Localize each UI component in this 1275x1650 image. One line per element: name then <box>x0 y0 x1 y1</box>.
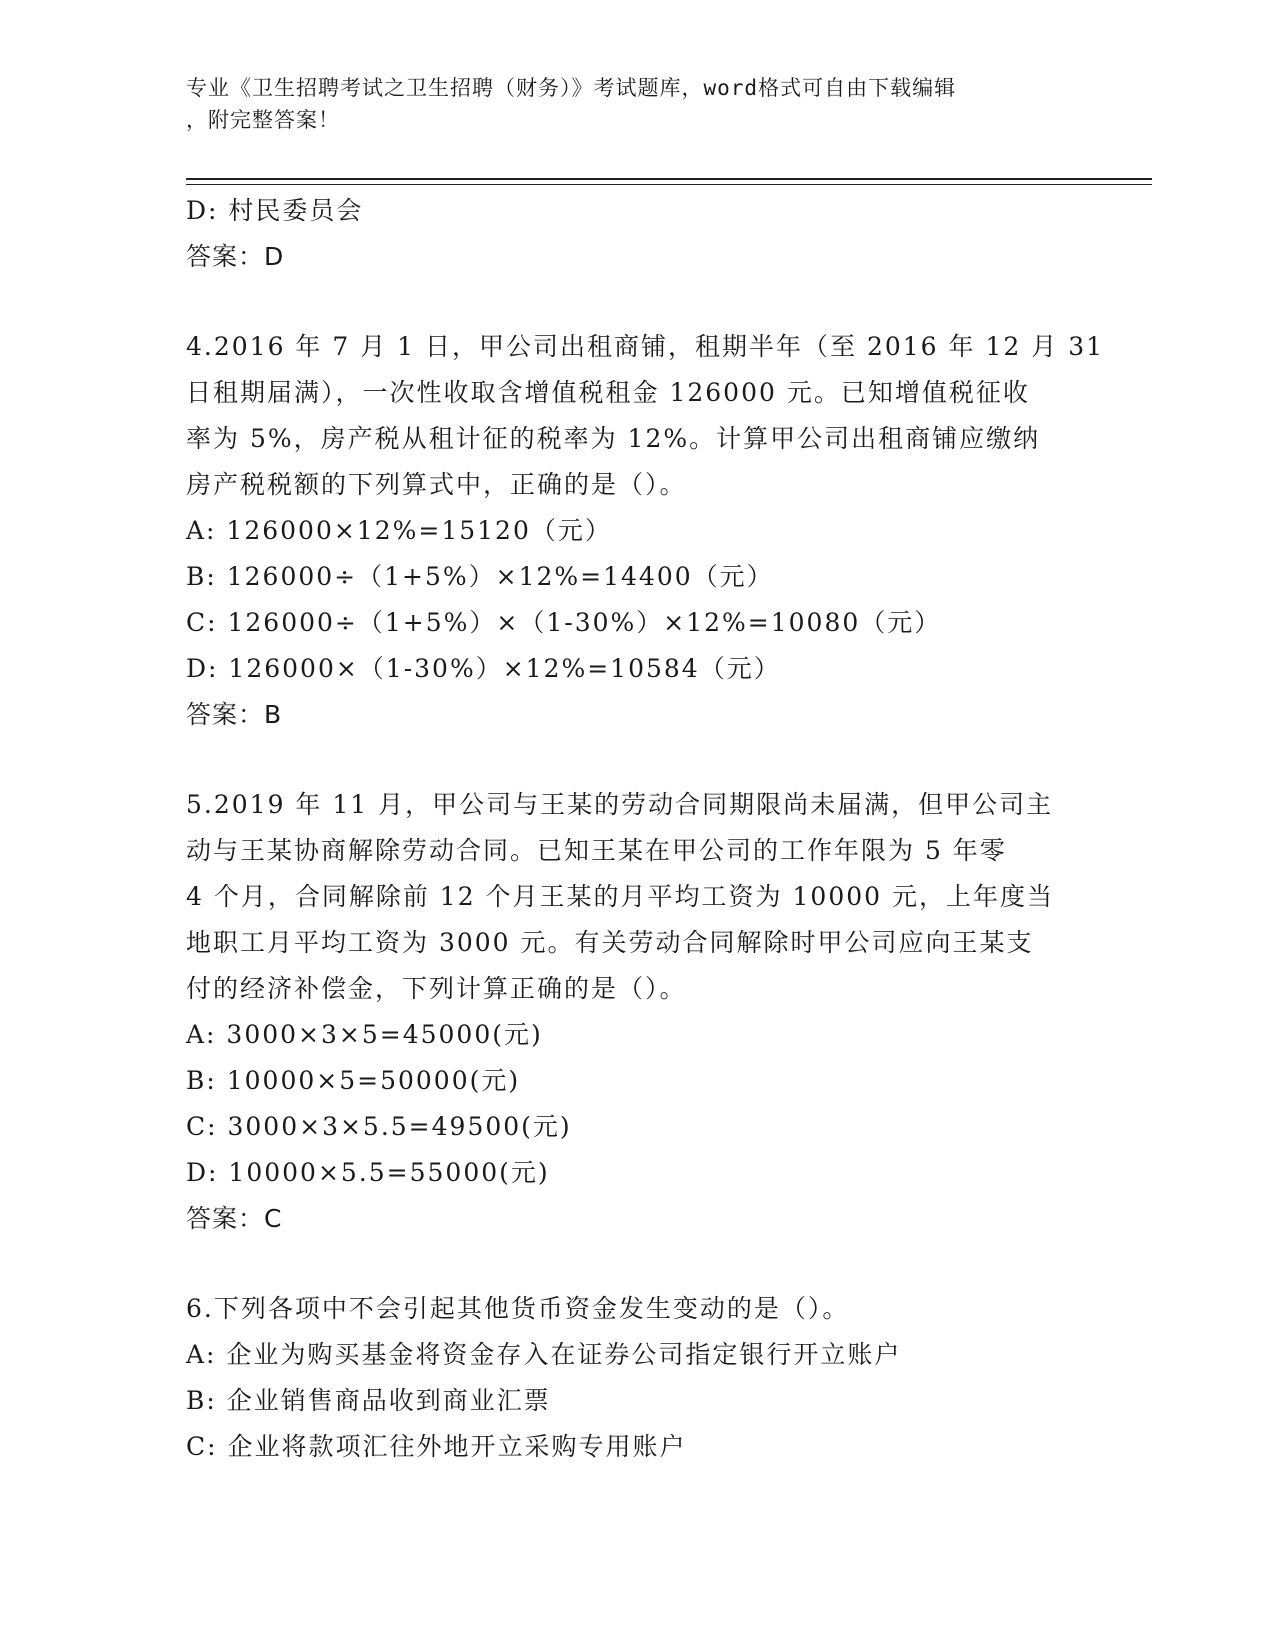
spacer <box>186 280 1086 324</box>
option-d: D: 村民委员会 <box>186 196 364 225</box>
header-line-2: ，附完整答案！ <box>186 108 340 132</box>
question-stem-line: 6.下列各项中不会引起其他货币资金发生变动的是（）。 <box>186 1294 850 1323</box>
question-stem-line: 地职工月平均工资为 3000 元。有关劳动合同解除时甲公司应向王某支 <box>186 928 1034 957</box>
question-stem-line: 房产税税额的下列算式中，正确的是（）。 <box>186 470 687 499</box>
option-a: A: 3000×3×5=45000(元) <box>186 1020 543 1049</box>
option-c: C: 企业将款项汇往外地开立采购专用账户 <box>186 1432 687 1461</box>
option-a: A: 126000×12%=15120（元） <box>186 516 612 545</box>
header-line-1: 专业《卫生招聘考试之卫生招聘（财务）》考试题库，word格式可自由下载编辑 <box>186 76 957 100</box>
option-d: D: 126000×（1-30%）×12%=10584（元） <box>186 654 781 683</box>
header-rule-thin <box>186 184 1152 185</box>
answer-line: 答案：B <box>186 700 283 729</box>
answer-line: 答案：C <box>186 1204 283 1233</box>
option-c: C: 126000÷（1+5%）×（1-30%）×12%=10080（元） <box>186 608 942 637</box>
option-b: B: 126000÷（1+5%）×12%=14400（元） <box>186 562 774 591</box>
document-body <box>186 188 1105 1470</box>
question-stem-line: 日租期届满），一次性收取含增值税租金 126000 元。已知增值税征收 <box>186 378 1030 407</box>
question-4 <box>186 324 1105 738</box>
answer-line: 答案：D <box>186 242 285 271</box>
header-rule-thick <box>186 178 1152 180</box>
question-stem-line: 率为 5%，房产税从租计征的税率为 12%。计算甲公司出租商铺应缴纳 <box>186 424 1041 453</box>
option-b: B: 企业销售商品收到商业汇票 <box>186 1386 551 1415</box>
document-header <box>186 72 1066 136</box>
previous-question-tail <box>186 188 1086 280</box>
option-a: A: 企业为购买基金将资金存入在证券公司指定银行开立账户 <box>186 1340 902 1369</box>
question-6 <box>186 1286 1086 1470</box>
question-5 <box>186 782 1086 1242</box>
option-c: C: 3000×3×5.5=49500(元) <box>186 1112 572 1141</box>
question-stem-line: 4 个月，合同解除前 12 个月王某的月平均工资为 10000 元，上年度当 <box>186 882 1054 911</box>
question-stem-line: 5.2019 年 11 月，甲公司与王某的劳动合同期限尚未届满，但甲公司主 <box>186 790 1054 819</box>
option-d: D: 10000×5.5=55000(元) <box>186 1158 550 1187</box>
question-stem-line: 4.2016 年 7 月 1 日，甲公司出租商铺，租期半年（至 2016 年 12 月 31 <box>186 332 1105 361</box>
question-stem-line: 付的经济补偿金，下列计算正确的是（）。 <box>186 974 687 1003</box>
spacer <box>186 1242 1086 1286</box>
spacer <box>186 738 1086 782</box>
question-stem-line: 动与王某协商解除劳动合同。已知王某在甲公司的工作年限为 5 年零 <box>186 836 1007 865</box>
option-b: B: 10000×5=50000(元) <box>186 1066 521 1095</box>
